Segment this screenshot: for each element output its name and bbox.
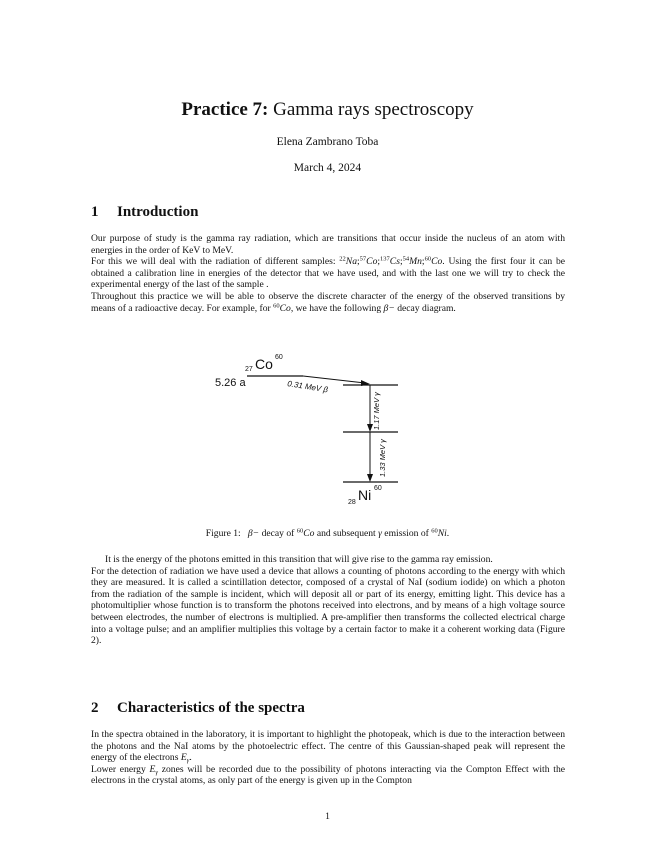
parent-mass-number: 60 [275, 354, 283, 361]
gamma-2-arrowhead [367, 474, 373, 482]
section-title: Characteristics of the spectra [117, 700, 305, 716]
decay-diagram [205, 343, 420, 513]
intro-paragraph-3: Throughout this practice we will be able to observe the discrete character of the energy of the observed transitions by means of a radioactive decay. For example, for $^{60}$Co, we have the following β− decay diagram. [91, 290, 565, 314]
section-number: 2 [91, 700, 99, 716]
intro-paragraph-1: Our purpose of study is the gamma ray radiation, which are transitions that occur inside the nucleus of an atom with energies in the order of KeV to MeV. [91, 233, 565, 256]
section-heading-characteristics [91, 700, 305, 717]
spectra-paragraph-1: In the spectra obtained in the laboratory, it is important to highlight the photopeak, which is due to the interaction between the photons and the NaI atoms by the photoelectric effect. The centre of this Gaussian-shaped peak will represent the energy of the electrons $E_\gamma$. [91, 729, 565, 765]
daughter-atomic-number: 28 [348, 499, 356, 506]
daughter-mass-number: 60 [374, 485, 382, 492]
gamma-1-label: 1.17 MeV γ [372, 392, 381, 430]
spectra-text [91, 729, 565, 787]
title-text: Gamma rays spectroscopy [273, 99, 474, 120]
detector-paragraph-2: For the detection of radiation we have used a device that allows a counting of photons according to the energy with which they are measured. It is called a scintillation detector, composed of a crystal of NaI (sodium iodide) on which a photon from the radiation of the sample is incident, which will deposit all or part of its energy, emitting light. This device has a photomultiplier whose function is to transform the photons received into electrons, and by means of a high voltage source between electrodes, the number of electrons is multiplied. A pre-amplifier then transforms the collected electrical charge into a voltage pulse; and an amplifier multiplies this voltage by a certain factor to make it a coherent working data (Figure 2). [91, 565, 565, 647]
beta-energy-label: 0.31 MeV β [286, 379, 329, 395]
figure-caption: Figure 1: β− decay of $^{60}$Co and subsequent γ emission of $^{60}$Ni. [205, 527, 450, 539]
intro-paragraph-2: For this we will deal with the radiation of different samples: $^{22}$Na;$^{57}$Co;$^{137}$Cs;$^{54}$Mn;$^{60}$Co. Using the first four it can be obtained a calibration line in energies of the detector that we have used, and with the last one we will try to check the experimental energy of the last of the sample . [91, 255, 566, 291]
section-title: Introduction [117, 204, 199, 220]
paper-title [0, 98, 655, 122]
date: March 4, 2024 [293, 162, 362, 174]
author: Elena Zambrano Toba [276, 136, 379, 148]
section-heading-introduction [91, 204, 198, 221]
title-label: Practice 7: [181, 99, 269, 120]
parent-symbol: Co [255, 356, 273, 372]
page-number: 1 [325, 811, 330, 822]
half-life: 5.26 a [215, 377, 246, 389]
daughter-symbol: Ni [358, 487, 372, 503]
detector-text [91, 554, 565, 647]
parent-atomic-number: 27 [245, 366, 253, 373]
section-number: 1 [91, 204, 99, 220]
gamma-2-label: 1.33 MeV γ [378, 439, 387, 477]
detector-paragraph-1: It is the energy of the photons emitted in this transition that will give rise to the gamma ray emission. [105, 554, 493, 565]
introduction-text [91, 233, 565, 314]
spectra-paragraph-2: Lower energy $E_\gamma$ zones will be recorded due to the possibility of photons interacting via the Compton Effect with the electrons in the crystal atoms, as only part of the energy is given up in the Compton [91, 763, 565, 787]
